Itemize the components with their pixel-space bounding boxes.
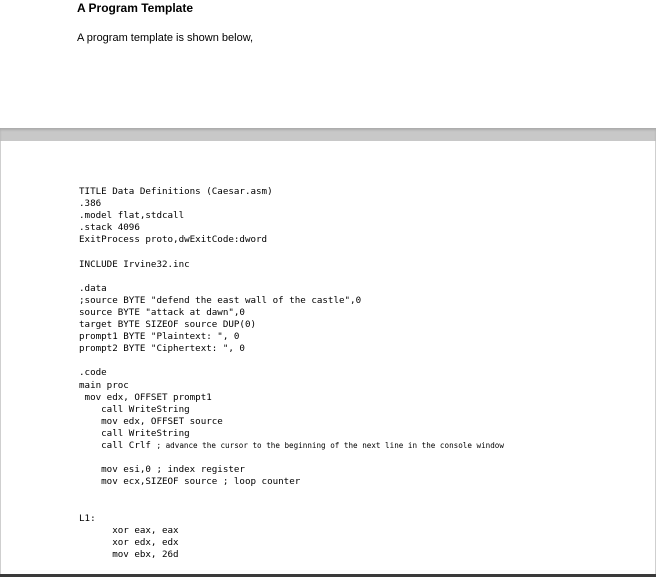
code-line bbox=[79, 367, 504, 379]
code-text: .stack 4096 bbox=[79, 222, 140, 234]
code-indent bbox=[79, 537, 112, 548]
code-text: ;source BYTE "defend the east wall of the castle",0 bbox=[79, 294, 362, 306]
code-line bbox=[79, 525, 504, 537]
code-comment: ; advance the cursor to the beginning of the next line in the console window bbox=[156, 440, 504, 450]
code-text: mov ecx,SIZEOF source ; loop counter bbox=[101, 476, 301, 488]
page-border-left bbox=[0, 141, 1, 574]
code-line bbox=[79, 198, 504, 210]
section-heading: A Program Template bbox=[77, 1, 194, 15]
code-line bbox=[79, 271, 504, 283]
document-page-top bbox=[0, 0, 656, 128]
code-indent bbox=[79, 464, 101, 475]
code-line bbox=[79, 428, 504, 440]
code-line bbox=[79, 537, 504, 549]
code-line bbox=[79, 259, 504, 271]
code-line bbox=[79, 246, 504, 258]
code-indent bbox=[79, 404, 101, 415]
code-line bbox=[79, 283, 504, 295]
code-line bbox=[79, 392, 504, 404]
code-line bbox=[79, 234, 504, 246]
code-text: .code bbox=[79, 367, 107, 379]
code-text: mov edx, OFFSET source bbox=[101, 415, 223, 427]
code-text: .386 bbox=[79, 198, 102, 210]
code-text: ExitProcess proto,dwExitCode:dword bbox=[79, 234, 268, 246]
code-indent bbox=[79, 476, 101, 487]
code-indent bbox=[79, 549, 112, 560]
code-text: .model flat,stdcall bbox=[79, 210, 185, 222]
code-text: main proc bbox=[79, 379, 129, 391]
code-text: call WriteString bbox=[101, 403, 190, 415]
code-line bbox=[79, 500, 504, 512]
code-text: source BYTE "attack at dawn",0 bbox=[79, 306, 245, 318]
code-text: xor edx, edx bbox=[112, 536, 179, 548]
code-text: xor eax, eax bbox=[112, 524, 179, 536]
code-text: call WriteString bbox=[101, 427, 190, 439]
code-listing bbox=[79, 186, 504, 561]
code-line bbox=[79, 343, 504, 355]
code-line bbox=[79, 331, 504, 343]
code-line bbox=[79, 210, 504, 222]
code-line bbox=[79, 355, 504, 367]
code-line bbox=[79, 295, 504, 307]
code-text: TITLE Data Definitions (Caesar.asm) bbox=[79, 186, 273, 197]
code-indent bbox=[79, 428, 101, 439]
code-line bbox=[79, 380, 504, 392]
code-line bbox=[79, 476, 504, 488]
code-line bbox=[79, 307, 504, 319]
code-indent bbox=[79, 525, 112, 536]
code-text: L1: bbox=[79, 512, 96, 524]
code-text: .data bbox=[79, 282, 107, 294]
code-line bbox=[79, 452, 504, 464]
code-line bbox=[79, 464, 504, 476]
code-text: mov esi,0 ; index register bbox=[101, 464, 245, 476]
code-text: INCLUDE Irvine32.inc bbox=[79, 258, 190, 270]
code-line bbox=[79, 440, 504, 452]
code-text: mov ebx, 26d bbox=[112, 548, 179, 560]
code-indent bbox=[79, 440, 101, 451]
code-text: target BYTE SIZEOF source DUP(0) bbox=[79, 319, 257, 331]
code-text: call Crlf bbox=[101, 439, 157, 451]
code-line bbox=[79, 404, 504, 416]
code-text: prompt1 BYTE "Plaintext: ", 0 bbox=[79, 331, 240, 343]
code-line bbox=[79, 186, 504, 198]
page-separator bbox=[0, 128, 656, 141]
code-line bbox=[79, 488, 504, 500]
code-line bbox=[79, 549, 504, 561]
code-line bbox=[79, 513, 504, 525]
code-line bbox=[79, 222, 504, 234]
intro-paragraph: A program template is shown below, bbox=[77, 32, 254, 44]
code-text: prompt2 BYTE "Ciphertext: ", 0 bbox=[79, 343, 245, 355]
code-text: mov edx, OFFSET prompt1 bbox=[84, 391, 212, 403]
code-indent bbox=[79, 416, 101, 427]
code-line bbox=[79, 416, 504, 428]
code-line bbox=[79, 319, 504, 331]
